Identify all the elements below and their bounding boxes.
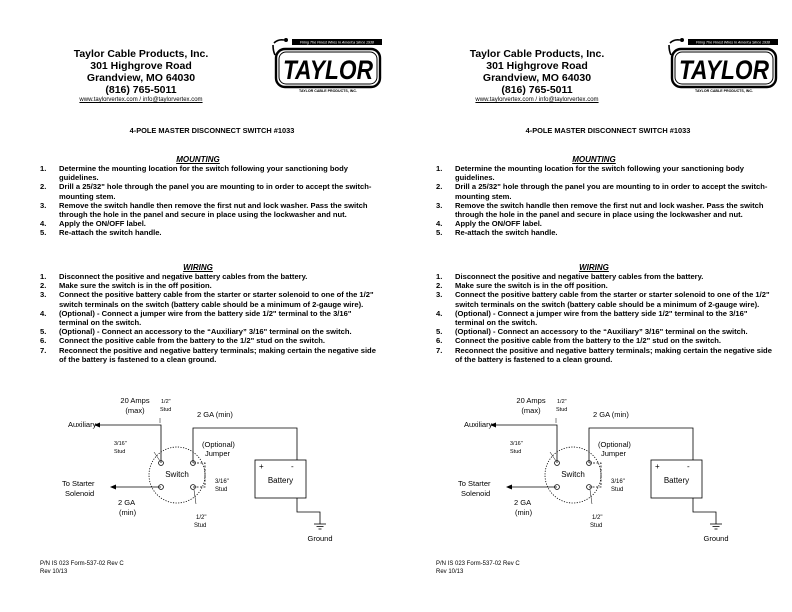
company-web-link[interactable]: www.taylorvertex.com / info@taylorvertex.com [475,97,599,103]
step-text: (Optional) - Connect a jumper wire from the battery side 1/2" terminal to the 3/16" terminal on the switch. [59,308,352,328]
mounting-steps [436,164,776,238]
step-text: Connect the positive cable from the battery to the 1/2" stud on the switch. [455,336,722,346]
step-number: 1. [40,272,47,281]
logo-subtext: TAYLOR CABLE PRODUCTS, INC. [695,89,753,93]
auxiliary-label: Auxiliary [68,420,97,429]
step-number: 3. [436,200,443,210]
step-item [436,164,776,182]
step-number: 2. [436,281,443,291]
step-number: 2. [40,281,47,291]
wiring-heading: WIRING [183,263,213,272]
step-text: Remove the switch handle then remove the first nut and lock washer. Pass the switch through the hole in the panel and secure in place using the lockwasher and nut. [59,200,368,220]
stud-half-bottom-label: Stud [194,523,207,529]
step-number: 3. [436,290,443,300]
optional-jumper-wire [193,463,205,487]
battery-label: Battery [663,476,690,485]
footer-form-number [436,561,520,576]
step-text: Reconnect the positive and negative battery terminals; making certain the negative side of the battery is fastened to a clean ground. [59,345,376,364]
step-text: Drill a 25/32" hole through the panel you are mounting to in order to accept the switch-mounting stem. [455,182,768,201]
mounting-heading: MOUNTING [572,155,616,164]
solenoid-label: Solenoid [461,489,491,498]
optional-label: (Optional) [598,440,631,449]
battery-positive-mark: + [259,462,264,471]
document-title: 4-POLE MASTER DISCONNECT SWITCH #1033 [129,126,295,135]
step-item [40,281,380,290]
taylor-logo [272,37,384,95]
step-item [436,346,776,364]
step-text: Apply the ON/OFF label. [59,219,146,229]
step-number: 5. [436,327,443,337]
jumper-label: Jumper [601,449,627,458]
starter-gauge-label: 2 GA [118,498,136,507]
step-item [436,309,776,327]
step-text: Disconnect the positive and negative battery cables from the battery. [59,272,308,281]
step-text: (Optional) - Connect an accessory to the “Auxiliary” 3/16" terminal on the switch. [59,327,352,337]
step-item [436,201,776,219]
step-item [40,164,380,182]
company-phone: (816) 765-5011 [105,84,177,96]
company-address-block [62,48,220,104]
step-text: Connect the positive battery cable from the starter or starter solenoid to one of the 1/2" switch terminals on the switch (battery cable should be a minimum of 2-gauge wire). [455,290,770,309]
step-text: (Optional) - Connect an accessory to the “Auxiliary” 3/16" terminal on the switch. [455,327,748,337]
auxiliary-wire [100,425,161,463]
step-number: 4. [436,219,443,229]
step-text: Apply the ON/OFF label. [455,219,542,229]
wiring-diagram [60,392,350,552]
company-street: 301 Highgrove Road [90,60,192,72]
starter-gauge-label: 2 GA [514,498,532,507]
stud-316-bottom-size: 3/16" [215,479,229,485]
stud-half-bottom-leader [194,490,196,504]
step-text: Re-attach the switch handle. [455,228,558,238]
step-number: 3. [40,290,47,300]
taylor-logo [668,37,780,95]
stud-half-bottom-size: 1/2" [592,515,603,521]
step-number: 4. [40,308,47,318]
jumper-label: Jumper [205,449,231,458]
step-number: 5. [40,327,47,337]
wiring-diagram [456,392,746,552]
step-number: 6. [40,336,47,346]
stud-316-top-label: Stud [510,449,522,455]
company-city: Grandview, MO 64030 [86,72,196,84]
step-number: 6. [436,336,443,346]
stud-316-bottom-label: Stud [611,487,624,493]
auxiliary-wire [496,425,557,463]
wiring-heading: WIRING [579,263,609,272]
ground-wire [297,498,320,524]
stud-316-top-size: 3/16" [510,441,523,447]
company-city: Grandview, MO 64030 [482,72,592,84]
company-web-link[interactable]: www.taylorvertex.com / info@taylorvertex.com [79,97,203,103]
switch-label: Switch [561,470,585,479]
step-number: 2. [436,182,443,192]
stud-half-bottom-label: Stud [590,523,603,529]
footer-form-number [40,561,124,576]
step-item [436,182,776,200]
logo-wordmark: TAYLOR [283,55,374,85]
battery-label: Battery [267,476,294,485]
to-starter-label: To Starter [62,479,95,488]
ground-wire [693,498,716,524]
stud-half-top-label: Stud [160,407,172,413]
step-number: 3. [40,200,47,210]
step-item [436,272,776,281]
step-item [436,327,776,336]
ground-label: Ground [307,534,333,543]
step-number: 2. [40,182,47,192]
top-gauge-label: 2 GA (min) [593,410,629,419]
company-name: Taylor Cable Products, Inc. [469,48,605,60]
footer-part-number: P/N IS 023 Form-537-02 Rev C [40,561,124,567]
step-text: Connect the positive battery cable from the starter or starter solenoid to one of the 1/2" switch terminals on the switch (battery cable should be a minimum of 2-gauge wire). [59,290,374,309]
wiring-steps [40,272,380,364]
step-text: Make sure the switch is in the off position. [455,281,608,291]
step-text: Re-attach the switch handle. [59,228,162,238]
step-item [40,327,380,336]
step-item [436,219,776,228]
step-item [436,290,776,308]
step-item [40,309,380,327]
company-street: 301 Highgrove Road [486,60,588,72]
battery-negative-mark: - [291,462,294,471]
stud-half-top-label: Stud [556,407,568,413]
stud-316-bottom-size: 3/16" [611,479,625,485]
step-item [40,182,380,200]
step-item [40,272,380,281]
step-item [40,219,380,228]
step-item [436,228,776,237]
solenoid-label: Solenoid [65,489,95,498]
step-text: Reconnect the positive and negative battery terminals; making certain the negative side of the battery is fastened to a clean ground. [455,345,772,364]
starter-arrow [506,485,512,490]
instruction-sheet-right [396,0,792,612]
stud-half-top-size: 1/2" [161,399,171,405]
step-text: Connect the positive cable from the battery to the 1/2" stud on the switch. [59,336,326,346]
mounting-heading: MOUNTING [176,155,220,164]
amps-label: 20 Amps [120,396,150,405]
stud-half-top-size: 1/2" [557,399,567,405]
logo-subtext: TAYLOR CABLE PRODUCTS, INC. [299,89,357,93]
auxiliary-label: Auxiliary [464,420,493,429]
optional-jumper-wire [589,463,601,487]
logo-tagline: Firing The Finest Wires In America Since 1938 [299,40,375,45]
step-text: Remove the switch handle then remove the first nut and lock washer. Pass the switch through the hole in the panel and secure in place using the lockwasher and nut. [455,200,764,220]
step-number: 7. [40,345,47,355]
step-text: Determine the mounting location for the switch following your sanctioning body guidelines. [59,164,348,183]
stud-half-bottom-size: 1/2" [196,515,207,521]
battery-negative-mark: - [687,462,690,471]
document-title: 4-POLE MASTER DISCONNECT SWITCH #1033 [525,126,691,135]
step-item [40,228,380,237]
step-text: (Optional) - Connect a jumper wire from the battery side 1/2" terminal to the 3/16" terminal on the switch. [455,308,748,328]
step-number: 1. [436,164,443,173]
step-item [40,290,380,308]
logo-wordmark: TAYLOR [679,55,770,85]
stud-316-top-size: 3/16" [114,441,127,447]
step-text: Determine the mounting location for the switch following your sanctioning body guidelines. [455,164,744,183]
switch-label: Switch [165,470,189,479]
to-starter-label: To Starter [458,479,491,488]
mounting-steps [40,164,380,238]
footer-part-number: P/N IS 023 Form-537-02 Rev C [436,561,520,567]
starter-gauge-min-label: (min) [515,508,533,517]
step-number: 5. [436,228,443,238]
stud-half-bottom-leader [590,490,592,504]
step-number: 7. [436,345,443,355]
step-number: 5. [40,228,47,238]
ground-label: Ground [703,534,729,543]
step-number: 4. [40,219,47,229]
starter-arrow [110,485,116,490]
step-item [40,346,380,364]
step-item [40,336,380,345]
step-number: 1. [436,272,443,281]
stud-316-top-label: Stud [114,449,126,455]
logo-tagline: Firing The Finest Wires In America Since 1938 [695,40,771,45]
amps-label: 20 Amps [516,396,546,405]
step-number: 1. [40,164,47,173]
footer-revision: Rev 10/13 [436,568,464,575]
step-item [436,281,776,290]
top-gauge-label: 2 GA (min) [197,410,233,419]
company-name: Taylor Cable Products, Inc. [73,48,209,60]
step-text: Disconnect the positive and negative battery cables from the battery. [455,272,704,281]
amps-max-label: (max) [125,406,145,415]
starter-gauge-min-label: (min) [119,508,137,517]
wiring-steps [436,272,776,364]
step-number: 4. [436,308,443,318]
battery-positive-mark: + [655,462,660,471]
step-text: Drill a 25/32" hole through the panel you are mounting to in order to accept the switch-mounting stem. [59,182,372,201]
optional-label: (Optional) [202,440,235,449]
step-text: Make sure the switch is in the off position. [59,281,212,291]
company-phone: (816) 765-5011 [501,84,573,96]
step-item [436,336,776,345]
stud-316-bottom-label: Stud [215,487,228,493]
company-address-block [458,48,616,104]
amps-max-label: (max) [521,406,541,415]
footer-revision: Rev 10/13 [40,568,68,575]
step-item [40,201,380,219]
